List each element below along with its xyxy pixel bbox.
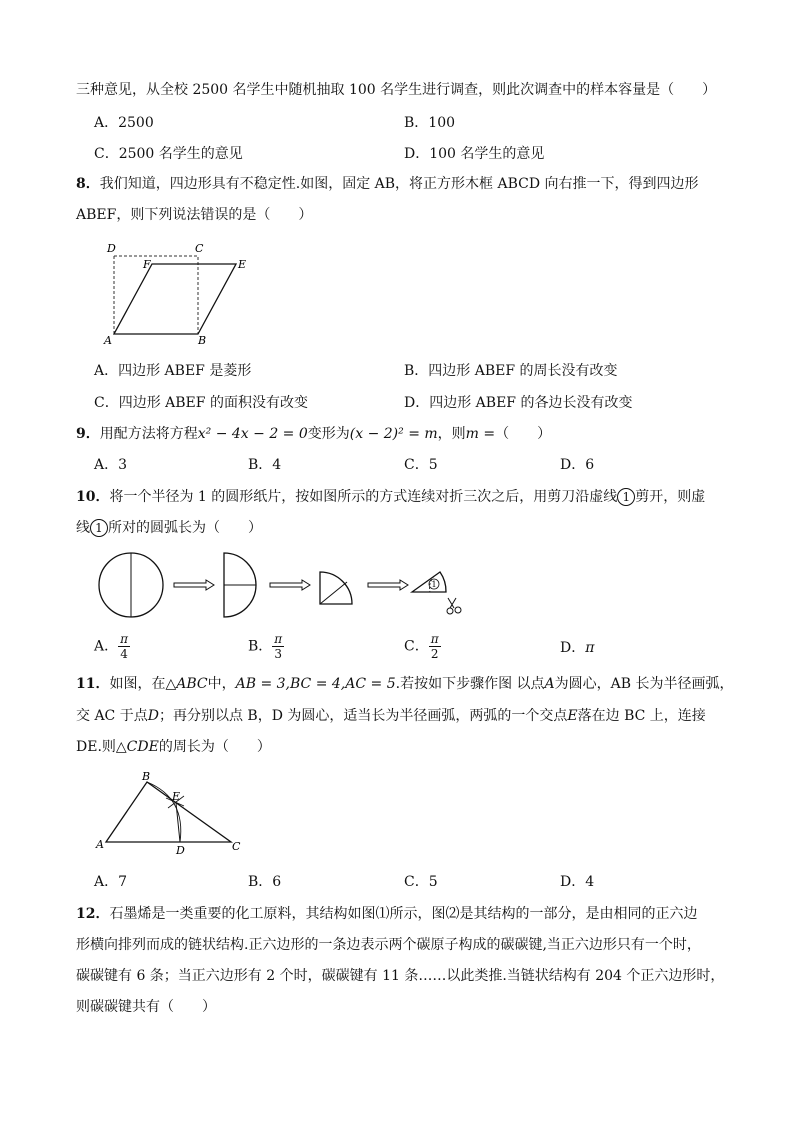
q11-figure-triangle bbox=[94, 770, 254, 860]
q10-fig-circled-label: 1 bbox=[431, 580, 437, 589]
q11-text-3a: DE.则 bbox=[76, 739, 116, 755]
scissors-icon bbox=[447, 598, 461, 614]
q9-equation-form: (x − 2)² = m bbox=[349, 426, 438, 442]
q7-option-c[interactable]: C．2500 名学生的意见 bbox=[94, 146, 243, 162]
q10-stem-line2 bbox=[76, 518, 262, 538]
label-C: C bbox=[232, 840, 241, 853]
q11-stem-line2 bbox=[76, 706, 706, 726]
q11-point-e: E bbox=[567, 708, 578, 724]
q10-option-b[interactable] bbox=[248, 632, 284, 661]
q7-stem: 三种意见，从全校 2500 名学生中随机抽取 100 名学生进行调查，则此次调查中的样本容量是（ ） bbox=[76, 82, 717, 98]
label-E: E bbox=[238, 258, 247, 271]
q10-text-2b: 所对的圆弧长为（ ） bbox=[108, 520, 262, 536]
q11-text-1d: 为圆心，AB 长为半径画弧， bbox=[554, 676, 734, 692]
q10-option-d[interactable] bbox=[560, 638, 594, 658]
q9-option-c[interactable]: C．5 bbox=[404, 457, 438, 473]
q10-a-den: 4 bbox=[120, 647, 128, 661]
q8-stem-line1 bbox=[76, 174, 699, 194]
q11-conditions: AB = 3,BC = 4,AC = 5 bbox=[235, 676, 396, 692]
q9-equation: x² − 4x − 2 = 0 bbox=[197, 426, 308, 442]
q8-option-c[interactable]: C．四边形 ABEF 的面积没有改变 bbox=[94, 395, 308, 411]
q10-a-fraction bbox=[118, 632, 130, 661]
label-C: C bbox=[195, 242, 204, 255]
q10-c-den: 2 bbox=[430, 647, 439, 661]
q10-stem-line1 bbox=[76, 487, 705, 507]
q10-text-1a: 将一个半径为 1 的圆形纸片，按如图所示的方式连续对折三次之后，用剪刀沿虚线 bbox=[109, 489, 618, 505]
q10-b-den: 3 bbox=[274, 647, 283, 661]
q9-text-mid: 变形为 bbox=[307, 426, 350, 442]
q12-text-1: 石墨烯是一类重要的化工原料，其结构如图⑴所示，图⑵是其结构的一部分，是由相同的正六边 bbox=[109, 906, 698, 922]
q10-d-value: π bbox=[585, 640, 595, 656]
q8-option-d[interactable]: D．四边形 ABEF 的各边长没有改变 bbox=[404, 395, 633, 411]
q11-triangle-cde: △CDE bbox=[115, 739, 159, 755]
q8-number: 8． bbox=[76, 176, 100, 192]
label-D: D bbox=[107, 242, 116, 255]
q12-stem-line1 bbox=[76, 904, 697, 924]
label-E: E bbox=[172, 790, 181, 803]
q9-number: 9． bbox=[76, 426, 100, 442]
q9-m: m = bbox=[465, 426, 496, 442]
q10-b-label: B． bbox=[248, 638, 273, 655]
label-D: D bbox=[176, 844, 185, 857]
q8-stem-line2: ABEF，则下列说法错误的是（ ） bbox=[76, 207, 313, 223]
q11-text-2b: ；再分别以点 B，D 为圆心，适当长为半径画弧，两弧的一个交点 bbox=[158, 708, 568, 724]
q9-text-post: ，则 bbox=[437, 426, 466, 442]
q10-text-2a: 线 bbox=[76, 520, 90, 536]
q8-figure-parallelogram bbox=[100, 238, 260, 348]
q7-option-d[interactable]: D．100 名学生的意见 bbox=[404, 146, 545, 162]
q11-text-1a: 如图，在 bbox=[109, 676, 166, 692]
q8-option-a[interactable]: A．四边形 ABEF 是菱形 bbox=[94, 363, 252, 379]
q9-option-d[interactable]: D．6 bbox=[560, 457, 595, 473]
q7-option-a[interactable]: A．2500 bbox=[94, 115, 154, 131]
q11-text-2c: 落在边 BC 上，连接 bbox=[577, 708, 706, 724]
q11-text-1b: 中， bbox=[207, 676, 236, 692]
q10-option-a[interactable] bbox=[94, 632, 130, 661]
q9-option-a[interactable]: A．3 bbox=[94, 457, 128, 473]
q9-text-pre: 用配方法将方程 bbox=[99, 426, 198, 442]
q9-option-b[interactable]: B．4 bbox=[248, 457, 282, 473]
q10-number: 10． bbox=[76, 489, 110, 505]
q9-stem bbox=[76, 424, 551, 444]
q11-option-b[interactable]: B．6 bbox=[248, 874, 282, 890]
q12-stem-line2: 形横向排列而成的链状结构.正六边形的一条边表示两个碳原子构成的碳碳键,当正六边形只有一个时， bbox=[76, 937, 701, 953]
q9-text-end: （ ） bbox=[495, 426, 552, 442]
label-B: B bbox=[142, 770, 151, 783]
q11-point-d: D bbox=[147, 708, 159, 724]
q10-option-c[interactable] bbox=[404, 632, 441, 661]
q11-triangle: △ABC bbox=[165, 676, 208, 692]
q10-b-fraction bbox=[272, 632, 284, 661]
q10-text-1b: 剪开，则虚 bbox=[635, 489, 706, 505]
q11-option-c[interactable]: C．5 bbox=[404, 874, 438, 890]
q12-stem-line4: 则碳碳键共有（ ） bbox=[76, 999, 216, 1015]
q10-c-fraction bbox=[429, 632, 441, 661]
q11-stem-line1 bbox=[76, 674, 734, 694]
q12-number: 12． bbox=[76, 906, 110, 922]
q10-figure-folding bbox=[96, 550, 476, 622]
q10-a-label: A． bbox=[94, 638, 119, 655]
label-A: A bbox=[104, 334, 112, 347]
q11-text-2a: 交 AC 于点 bbox=[76, 708, 148, 724]
q10-c-label: C． bbox=[404, 638, 429, 655]
q11-number: 11． bbox=[76, 676, 110, 692]
q10-d-label: D． bbox=[560, 640, 586, 656]
circled-number-1b: 1 bbox=[90, 519, 108, 537]
q8-option-b[interactable]: B．四边形 ABEF 的周长没有改变 bbox=[404, 363, 618, 379]
q11-option-a[interactable]: A．7 bbox=[94, 874, 128, 890]
q11-text-1c: .若按如下步骤作图 以点 bbox=[395, 676, 545, 692]
label-F: F bbox=[143, 258, 151, 271]
q10-a-num: π bbox=[120, 632, 129, 646]
q11-stem-line3 bbox=[76, 737, 271, 757]
q10-b-num: π bbox=[274, 632, 283, 646]
label-A: A bbox=[96, 838, 104, 851]
q11-option-d[interactable]: D．4 bbox=[560, 874, 595, 890]
circled-number-1: 1 bbox=[617, 488, 635, 506]
q8-text-1: 我们知道，四边形具有不稳定性.如图，固定 AB，将正方形木框 ABCD 向右推一下，得到四边形 bbox=[99, 176, 699, 192]
q12-stem-line3: 碳碳键有 6 条；当正六边形有 2 个时，碳碳键有 11 条……以此类推.当链状结构有 204 个正六边形时， bbox=[76, 968, 725, 984]
q11-text-3b: 的周长为（ ） bbox=[158, 739, 271, 755]
q11-point-a: A bbox=[544, 676, 555, 692]
q7-option-b[interactable]: B．100 bbox=[404, 115, 456, 131]
q10-c-num: π bbox=[430, 632, 439, 646]
label-B: B bbox=[198, 334, 207, 347]
